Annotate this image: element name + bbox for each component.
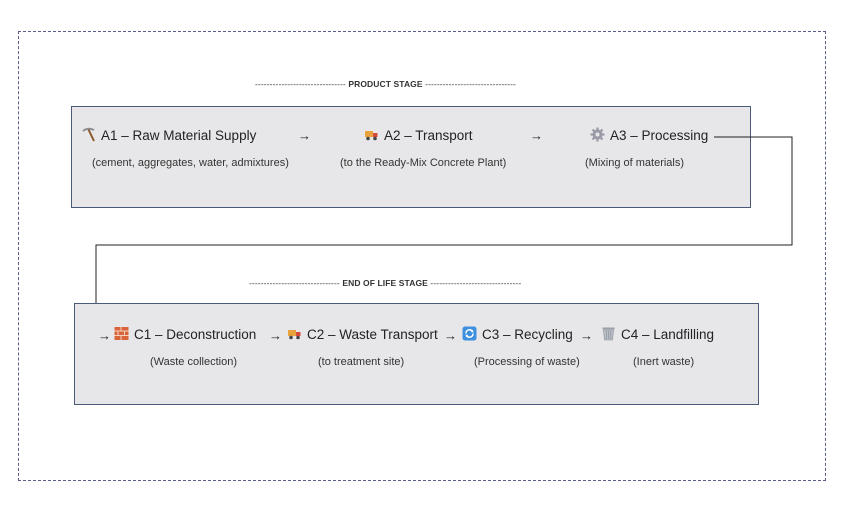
product-stage-title: ------------------------------- PRODUCT STAGE ------------------------------- [255, 79, 516, 89]
step-c2-label: C2 – Waste Transport [307, 327, 438, 342]
step-c1-detail: (Waste collection) [150, 356, 238, 368]
arrow-into-c1: → [98, 328, 111, 343]
step-c3 [462, 326, 573, 344]
end-of-life-stage-box [74, 303, 759, 405]
step-a1-detail: (cement, aggregates, water, admixtures) [92, 157, 289, 169]
arrow-c1-c2: → [269, 328, 282, 343]
step-c1 [114, 326, 256, 344]
arrow-c3-c4: → [580, 328, 593, 343]
step-c1-label: C1 – Deconstruction [134, 327, 257, 342]
arrow-a2-a3: → [530, 128, 543, 143]
recycle-icon [462, 326, 477, 341]
step-a3-detail: (Mixing of materials) [585, 157, 685, 169]
wastebasket-icon [601, 326, 616, 341]
step-a3-label: A3 – Processing [610, 128, 709, 143]
step-c2-detail: (to treatment site) [318, 356, 405, 368]
truck-icon [287, 326, 302, 341]
step-c3-detail: (Processing of waste) [474, 356, 580, 368]
step-a2-detail: (to the Ready-Mix Concrete Plant) [340, 157, 507, 169]
end-of-life-stage-title: ------------------------------- END OF LIFE STAGE ------------------------------- [249, 278, 522, 288]
arrow-a1-a2: → [298, 128, 311, 143]
arrow-c2-c3: → [444, 328, 457, 343]
step-c2 [287, 326, 438, 344]
step-a1-label: A1 – Raw Material Supply [101, 128, 257, 143]
step-c4-detail: (Inert waste) [633, 356, 695, 368]
step-c4-label: C4 – Landfilling [621, 327, 715, 342]
step-c4 [601, 326, 714, 344]
step-c3-label: C3 – Recycling [482, 327, 573, 342]
step-a2-label: A2 – Transport [384, 128, 473, 143]
bricks-icon [114, 326, 129, 341]
